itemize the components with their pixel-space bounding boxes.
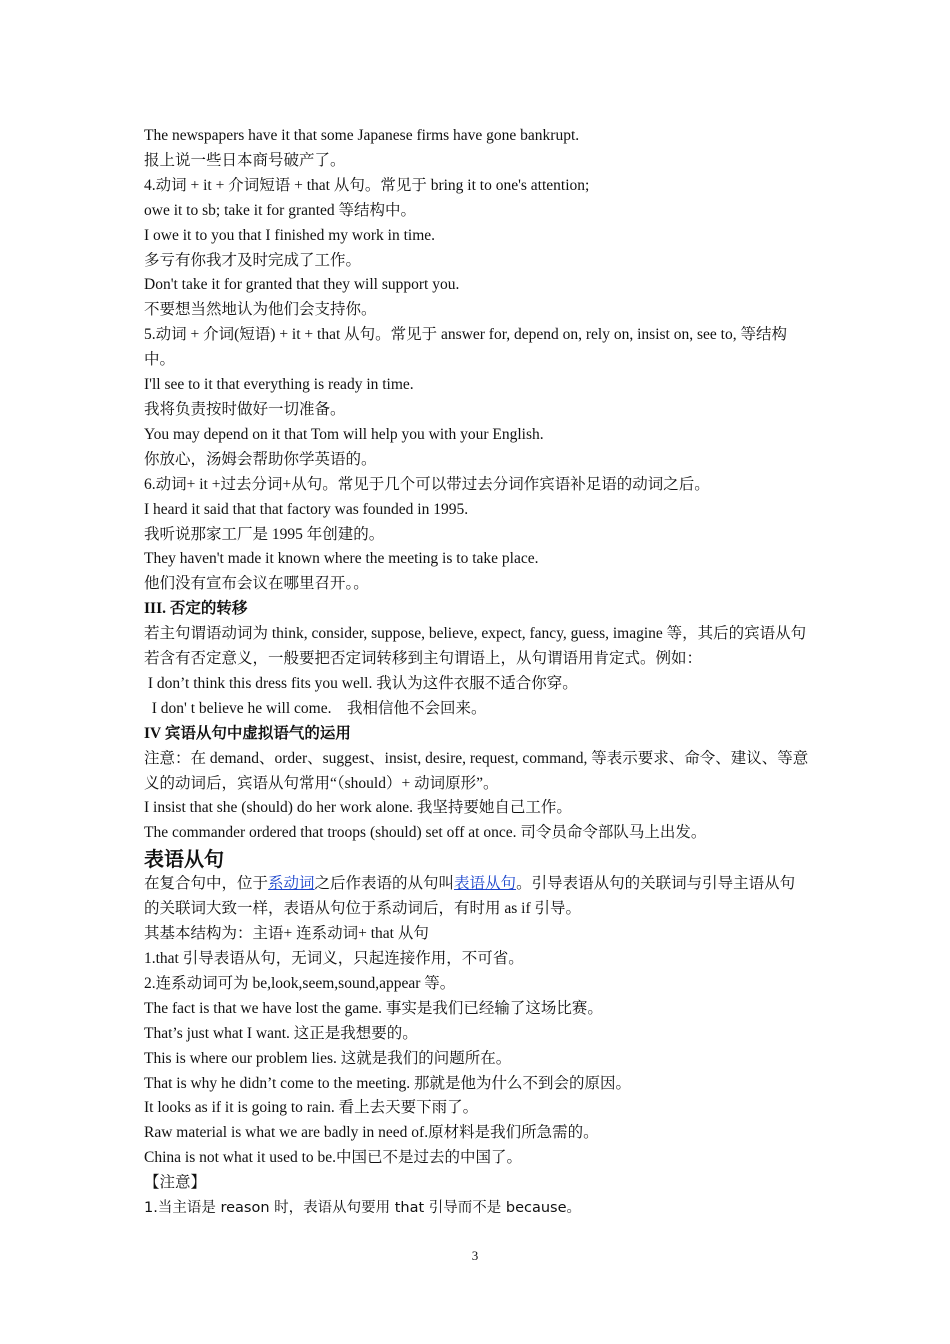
paragraph: 注意：在 demand、order、suggest、insist, desire, request, command, 等表示要求、命令、建议、等意义的动词后，宾语从句常用“（should）+ 动词原形”。 [144,749,809,792]
rule-item-continued: owe it to sb; take it for granted 等结构中。 [144,201,417,219]
example-sentence: The newspapers have it that some Japanese firms have gone bankrupt. [144,127,580,144]
example-sentence: It looks as if it is going to rain. 看上去天要下雨了。 [144,1099,479,1117]
structure-line: 其基本结构为：主语+ 连系动词+ that 从句 [144,925,429,943]
example-sentence: This is where our problem lies. 这就是我们的问题所在。 [144,1049,512,1067]
example-sentence: I don’t think this dress fits you well. 我认为这件衣服不适合你穿。 [144,674,578,692]
example-sentence: The commander ordered that troops (should) set off at once. 司令员命令部队马上出发。 [144,824,707,842]
paragraph: 若主句谓语动词为 think, consider, suppose, believe, expect, fancy, guess, imagine 等，其后的宾语从句若含有否定意义，一般要把否定词转移到主句谓语上，从句谓语用肯定式。例如： [144,625,807,668]
example-sentence: I insist that she (should) do her work alone. 我坚持要她自己工作。 [144,799,572,817]
rule-item: 4.动词 + it + 介词短语 + that 从句。常见于 bring it to one's attention; [144,176,590,194]
rule-item: 1.that 引导表语从句，无词义，只起连接作用，不可省。 [144,950,524,967]
link-copula-verb[interactable]: 系动词 [268,875,315,893]
subsection-heading-subjunctive: IV 宾语从句中虚拟语气的运用 [144,724,351,742]
intro-paragraph [144,872,810,922]
intro-text: 在复合句中，位于 [144,875,269,893]
example-sentence: China is not what it used to be.中国已不是过去的中国了。 [144,1149,523,1167]
translation: 不要想当然地认为他们会支持你。 [144,301,377,319]
example-sentence: They haven't made it known where the meeting is to take place. [144,550,539,568]
link-predicative-clause[interactable]: 表语从句 [454,875,517,893]
note-item: 1.当主语是 reason 时，表语从句要用 that 引导而不是 because。 [144,1200,582,1217]
page-number: 3 [471,1248,479,1263]
example-sentence: I heard it said that that factory was founded in 1995. [144,500,469,518]
section-title: 表语从句 [144,847,224,872]
example-sentence: You may depend on it that Tom will help you with your English. [144,425,544,443]
translation: 多亏有你我才及时完成了工作。 [144,251,362,269]
example-sentence: I owe it to you that I finished my work in time. [144,226,436,244]
intro-text: 之后作表语的从句叫 [314,875,455,893]
intro-text: 。引导表语从句的关联词与引导主语从句的关联词大致一样，表语从句位于系动词后，有时用 as if 引导。 [144,875,796,918]
note-heading: 【注意】 [144,1174,207,1192]
rule-item: 2.连系动词可为 be,look,seem,sound,appear 等。 [144,974,456,992]
example-sentence: The fact is that we have lost the game. 事实是我们已经输了这场比赛。 [144,999,603,1017]
example-sentence: That’s just what I want. 这正是我想要的。 [144,1024,418,1042]
rule-item: 5.动词 + 介词(短语) + it + that 从句。常见于 answer for, depend on, rely on, insist on, see to, 等结构中。 [144,326,787,369]
translation: 他们没有宣布会议在哪里召开。。 [144,575,369,593]
example-sentence: That is why he didn’t come to the meeting. 那就是他为什么不到会的原因。 [144,1074,632,1092]
example-sentence: I don' t believe he will come. 我相信他不会回来。 [144,699,487,717]
rule-item: 6.动词+ it +过去分词+从句。常见于几个可以带过去分词作宾语补足语的动词之后。 [144,475,710,493]
example-sentence: Raw material is what we are badly in need of.原材料是我们所急需的。 [144,1124,599,1142]
example-sentence: I'll see to it that everything is ready in time. [144,376,414,394]
subsection-heading-negation-transfer: III. 否定的转移 [144,600,248,618]
translation: 我将负责按时做好一切准备。 [144,400,346,418]
page-content [144,124,810,1221]
translation: 你放心，汤姆会帮助你学英语的。 [144,450,377,468]
example-sentence: Don't take it for granted that they will support you. [144,276,460,294]
translation: 报上说一些日本商号破产了。 [144,151,346,169]
translation: 我听说那家工厂是 1995 年创建的。 [144,525,385,543]
